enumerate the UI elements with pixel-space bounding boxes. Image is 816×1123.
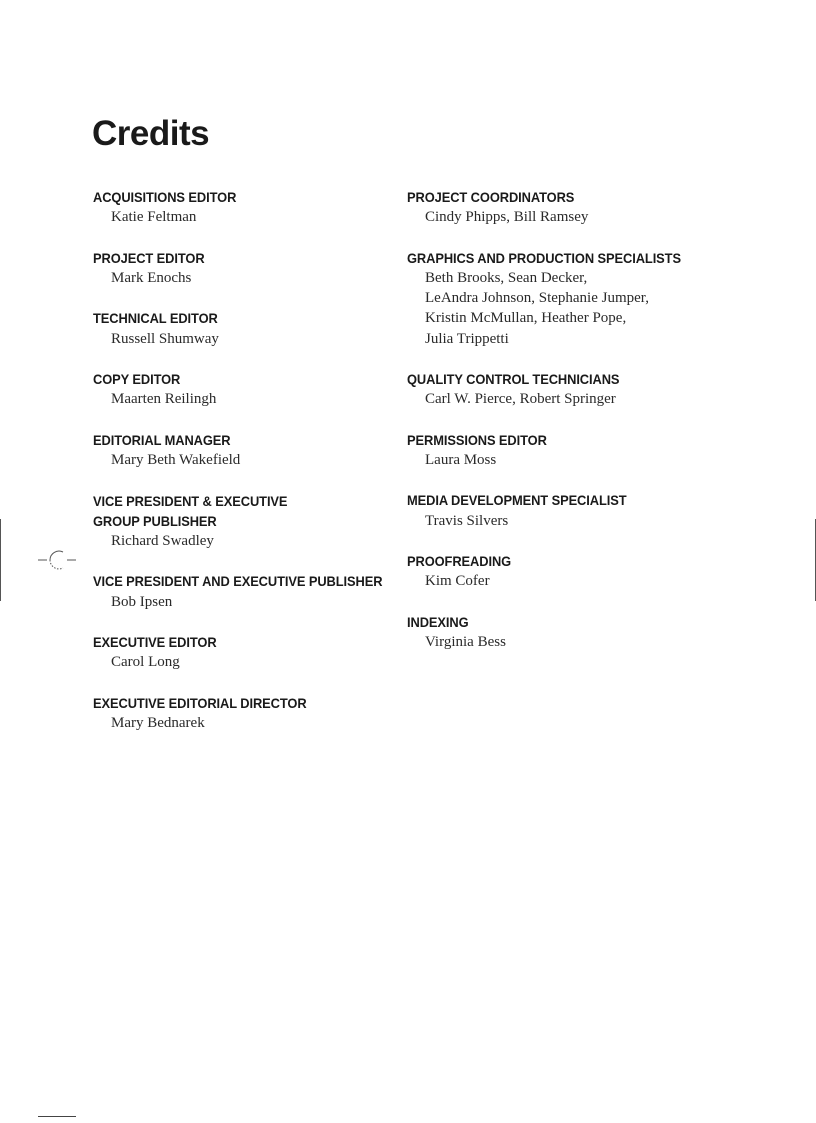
crop-mark-left [0,519,1,601]
credit-quality-control-technicians [407,369,707,409]
credits-left-column [93,187,393,754]
credit-name: Mark Enochs [111,269,192,286]
credit-name: Carl W. Pierce, Robert Springer [425,391,616,408]
credit-name: LeAndra Johnson, Stephanie Jumper, [425,290,649,307]
credit-project-coordinators [407,187,707,227]
credit-executive-editorial-director [93,693,393,733]
credit-role: PROJECT COORDINATORS [407,189,575,205]
credits-right-column [407,187,707,673]
credit-technical-editor [93,308,393,348]
credit-role: QUALITY CONTROL TECHNICIANS [407,371,620,388]
credit-executive-editor [93,632,393,672]
credit-permissions-editor [407,430,707,470]
registration-mark-icon [38,548,78,572]
credit-name: Mary Beth Wakefield [111,452,241,469]
credit-proofreading [407,551,707,591]
credit-role: GROUP PUBLISHER [93,512,217,529]
credit-name: Mary Bednarek [111,715,205,732]
credit-name: Russell Shumway [111,330,219,347]
page-title: Credits [92,114,210,153]
credit-name: Bob Ipsen [111,593,173,610]
credit-name: Travis Silvers [425,512,509,529]
credit-graphics-production-specialists [407,248,707,349]
credit-role: PROOFREADING [407,553,512,570]
credit-indexing [407,612,707,652]
credit-name: Julia Trippetti [425,330,509,347]
credit-editorial-manager [93,430,393,470]
credit-name: Kim Cofer [425,573,490,590]
credit-role: COPY EDITOR [93,371,181,388]
credit-role: INDEXING [407,613,469,630]
crop-mark-bottom [38,1116,76,1117]
credit-role: MEDIA DEVELOPMENT SPECIALIST [407,492,627,509]
credit-acquisitions-editor [93,187,393,227]
credit-role: VICE PRESIDENT & EXECUTIVE [93,492,288,509]
credit-role: EXECUTIVE EDITORIAL DIRECTOR [93,694,307,711]
credit-role: VICE PRESIDENT AND EXECUTIVE PUBLISHER [93,573,383,590]
credit-name: Laura Moss [425,451,497,468]
credit-role: GRAPHICS AND PRODUCTION SPECIALISTS [407,249,681,266]
credit-copy-editor [93,369,393,409]
credit-role: ACQUISITIONS EDITOR [93,189,237,205]
credit-name: Carol Long [111,654,180,671]
credit-role: EXECUTIVE EDITOR [93,634,217,651]
credit-name: Kristin McMullan, Heather Pope, [425,310,627,327]
credit-name: Richard Swadley [111,532,214,549]
credit-name: Katie Feltman [111,209,197,226]
credit-name: Maarten Reilingh [111,391,217,408]
credit-media-development-specialist [407,490,707,530]
credit-role: PERMISSIONS EDITOR [407,431,547,448]
credit-vp-executive-publisher [93,571,393,611]
credit-vp-executive-group-publisher [93,491,393,552]
credit-name: Virginia Bess [425,634,506,651]
credit-name: Cindy Phipps, Bill Ramsey [425,209,589,226]
credit-project-editor [93,248,393,288]
credit-role: PROJECT EDITOR [93,249,205,266]
credit-role: TECHNICAL EDITOR [93,310,218,327]
credit-name: Beth Brooks, Sean Decker, [425,269,588,286]
credit-role: EDITORIAL MANAGER [93,431,231,448]
